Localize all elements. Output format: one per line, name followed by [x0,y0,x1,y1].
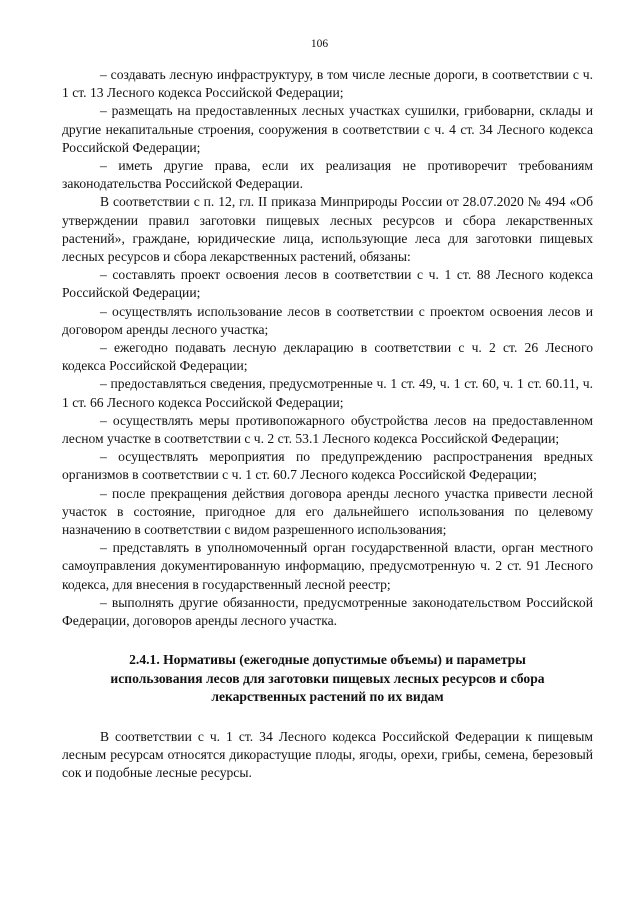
paragraph: – предоставляться сведения, предусмотренные ч. 1 ст. 49, ч. 1 ст. 60, ч. 1 ст. 60.11, ч. 1 ст. 66 Лесного кодекса Российской Федерации; [62,376,593,410]
paragraph: – осуществлять меры противопожарного обустройства лесов на предоставленном лесном участке в соответствии с ч. 2 ст. 53.1 Лесного кодекса Российской Федерации; [62,412,593,447]
paragraph: – осуществлять мероприятия по предупреждению распространения вредных организмов в соответствии с ч. 1 ст. 60.7 Лесного кодекса Российской Федерации; [62,449,593,483]
section-heading-line: 2.4.1. Нормативы (ежегодные допустимые объемы) и параметры [129,652,526,668]
paragraph: – размещать на предоставленных лесных участках сушилки, грибоварни, склады и другие некапитальные строения, сооружения в соответствии с ч. 4 ст. 34 Лесного кодекса Российской Федерации; [62,103,593,155]
paragraph: – после прекращения действия договора аренды лесного участка привести лесной участок в состояние, пригодное для его дальнейшего использования по целевому назначению в соответствии с видом разрешенного использования; [62,485,593,538]
paragraph: – представлять в уполномоченный орган государственной власти, орган местного самоуправления документированную информацию, предусмотренную ч. 2 ст. 91 Лесного кодекса, для внесения в государственный лесной реестр; [62,540,593,592]
paragraph: – ежегодно подавать лесную декларацию в соответствии с ч. 2 ст. 26 Лесного кодекса Российской Федерации; [62,340,593,374]
paragraph: В соответствии с п. 12, гл. II приказа Минприроды России от 28.07.2020 № 494 «Об утверждении правил заготовки пищевых лесных ресурсов и сбора лекарственных растений», граждане, юридические лица, использующие леса для заготовки пищевых лесных ресурсов и сбора лекарственных растений, обязаны: [62,194,593,265]
body-text [62,66,593,783]
section-heading-line: лекарственных растений по их видам [211,688,444,704]
paragraph: – осуществлять использование лесов в соответствии с проектом освоения лесов и договором аренды лесного участка; [62,303,593,337]
paragraph: – выполнять другие обязанности, предусмотренные законодательством Российской Федерации, договоров аренды лесного участка. [62,594,593,629]
page-number: 106 [310,38,329,50]
paragraph: – создавать лесную инфраструктуру, в том числе лесные дороги, в соответствии с ч. 1 ст. 13 Лесного кодекса Российской Федерации; [62,67,593,101]
paragraph: – иметь другие права, если их реализация не противоречит требованиям законодательства Российской Федерации. [62,158,593,192]
section-heading [86,651,569,706]
section-heading-line: использования лесов для заготовки пищевых лесных ресурсов и сбора [110,670,545,686]
paragraph: В соответствии с ч. 1 ст. 34 Лесного кодекса Российской Федерации к пищевым лесным ресурсам относятся дикорастущие плоды, ягоды, орехи, грибы, семена, березовый сок и подобные лесные ресурсы. [62,728,593,781]
paragraph: – составлять проект освоения лесов в соответствии с ч. 1 ст. 88 Лесного кодекса Российской Федерации; [62,267,593,301]
